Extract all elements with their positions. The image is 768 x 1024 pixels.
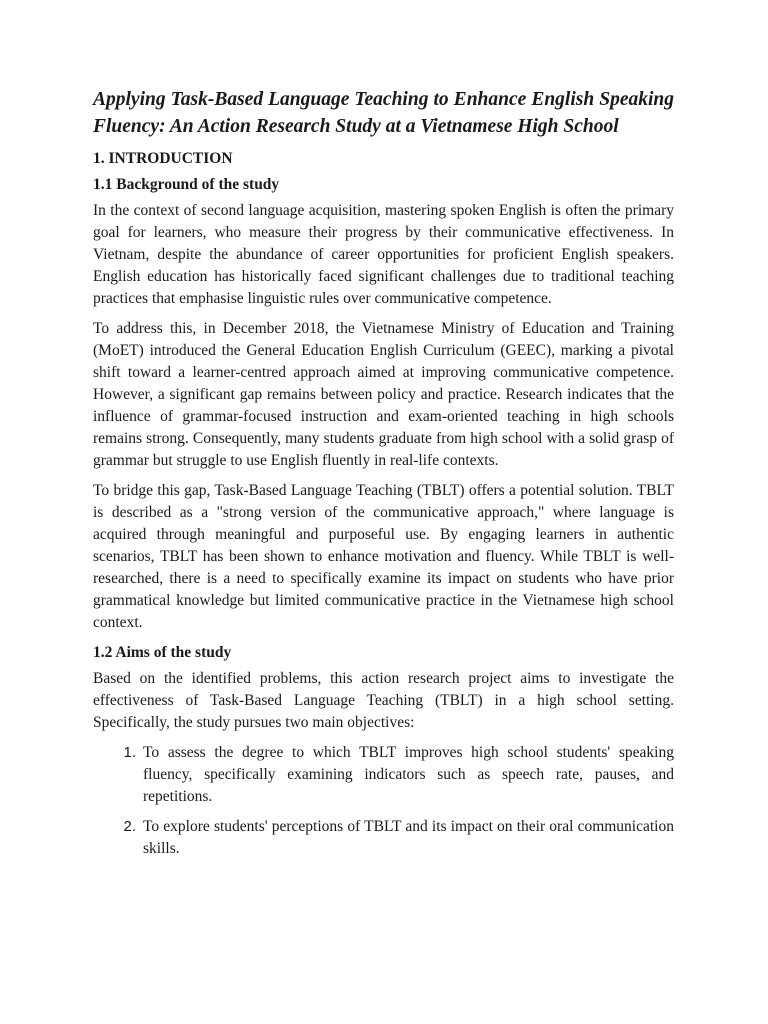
paragraph: Based on the identified problems, this action research project aims to investigate the effectiveness of Task-Based Language Teaching (TBLT) in a high school setting. Specifically, the study pursues two main objectives:: [93, 670, 674, 731]
document-title: Applying Task-Based Language Teaching to Enhance English Speaking Fluency: An Action Research Study at a Vietnamese High School: [93, 89, 674, 137]
list-item: [93, 742, 674, 808]
paragraph: In the context of second language acquisition, mastering spoken English is often the primary goal for learners, who measure their progress by their communicative effectiveness. In Vietnam, despite the abundance of career opportunities for proficient English speakers. English education has historically faced significant challenges due to traditional teaching practices that emphasise linguistic rules over communicative competence.: [93, 202, 674, 307]
subsection-heading-aims: 1.2 Aims of the study: [93, 644, 232, 661]
document-page: [93, 86, 674, 868]
paragraph: To bridge this gap, Task-Based Language Teaching (TBLT) offers a potential solution. TBLT is described as a "strong version of the communicative approach," where language is acquired through meaningful and purposeful use. By engaging learners in authentic scenarios, TBLT has been shown to enhance motivation and fluency. While TBLT is well-researched, there is a need to specifically examine its impact on students who have prior grammatical knowledge but limited communicative practice in the Vietnamese high school context.: [93, 482, 674, 631]
paragraph: To address this, in December 2018, the Vietnamese Ministry of Education and Training (MoET) introduced the General Education English Curriculum (GEEC), marking a pivotal shift toward a learner-centred approach aimed at improving communicative competence. However, a significant gap remains between policy and practice. Research indicates that the influence of grammar-focused instruction and exam-oriented teaching in high schools remains strong. Consequently, many students graduate from high school with a solid grasp of grammar but struggle to use English fluently in real-life contexts.: [93, 320, 674, 469]
list-item: [93, 816, 674, 860]
list-item-number: 1.: [123, 744, 136, 761]
list-item-text: To assess the degree to which TBLT improves high school students' speaking fluency, specifically examining indicators such as speech rate, pauses, and repetitions.: [143, 744, 674, 805]
list-item-text: To explore students' perceptions of TBLT and its impact on their oral communication skills.: [143, 818, 674, 857]
subsection-heading-background: 1.1 Background of the study: [93, 176, 280, 193]
section-heading-introduction: 1. INTRODUCTION: [93, 150, 233, 167]
list-item-number: 2.: [123, 818, 136, 835]
objectives-list: [93, 742, 674, 860]
